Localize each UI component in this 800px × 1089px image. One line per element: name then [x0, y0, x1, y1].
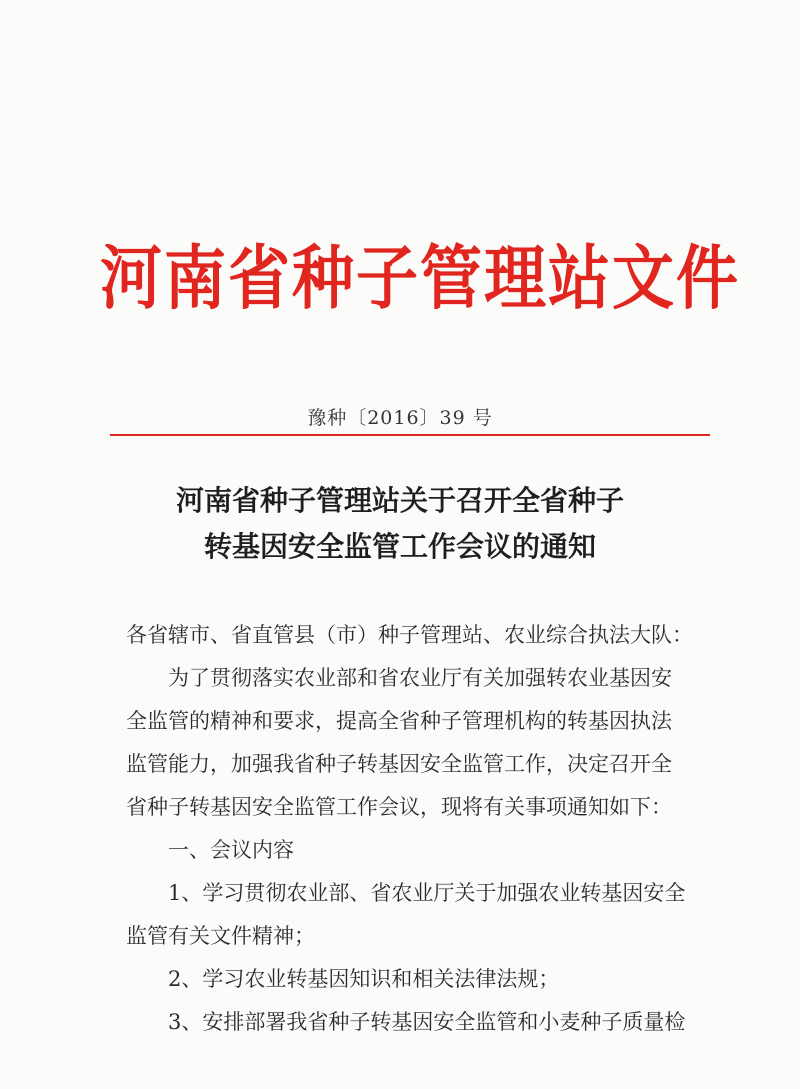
issuing-authority-header: 河南省种子管理站文件 — [100, 236, 741, 319]
recipients-line: 各省辖市、省直管县（市）种子管理站、农业综合执法大队： — [126, 623, 693, 647]
item-1-line-2: 监管有关文件精神； — [126, 924, 315, 948]
paragraph-1-line-3: 监管能力，加强我省种子转基因安全监管工作，决定召开全 — [126, 752, 672, 776]
paragraph-1-line-4: 省种子转基因安全监管工作会议，现将有关事项通知如下： — [126, 795, 672, 819]
document-body — [126, 614, 726, 1044]
notice-title-line-1: 河南省种子管理站关于召开全省种子 — [175, 484, 624, 517]
paragraph-1-line-1: 为了贯彻落实农业部和省农业厅有关加强转农业基因安 — [168, 666, 672, 690]
paragraph-1-line-2: 全监管的精神和要求，提高全省种子管理机构的转基因执法 — [126, 709, 672, 733]
item-3-line-1: 3、安排部署我省种子转基因安全监管和小麦种子质量检 — [168, 1010, 686, 1034]
notice-title-line-2: 转基因安全监管工作会议的通知 — [203, 530, 596, 563]
notice-title — [0, 478, 800, 570]
item-2: 2、学习农业转基因知识和相关法律法规； — [168, 967, 560, 991]
section-1-heading: 一、会议内容 — [168, 838, 294, 862]
document-number: 豫种〔2016〕39 号 — [307, 407, 493, 429]
item-1-line-1: 1、学习贯彻农业部、省农业厅关于加强农业转基因安全 — [168, 881, 686, 905]
red-divider-line — [110, 434, 710, 436]
